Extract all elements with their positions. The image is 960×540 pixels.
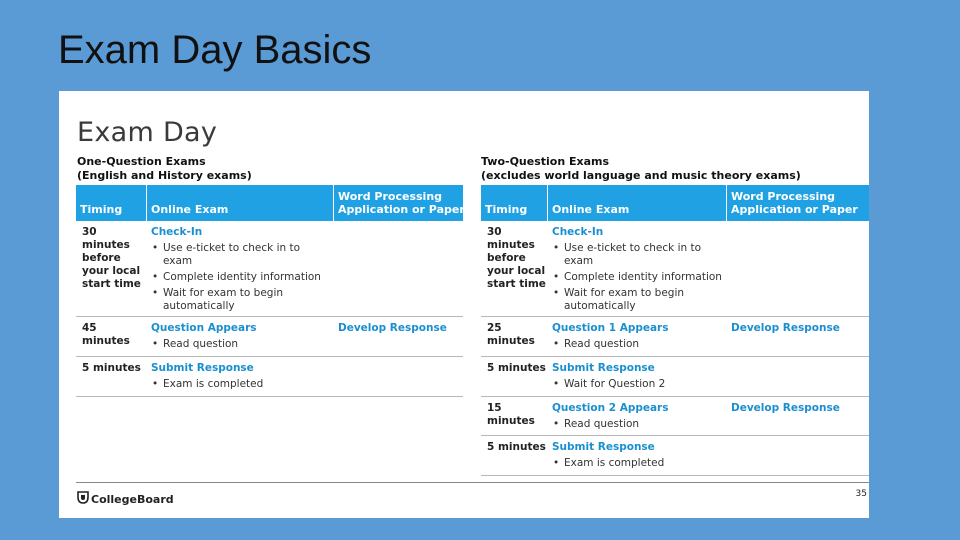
timing-line: 30: [487, 226, 502, 238]
timing-line: 5 minutes: [487, 362, 546, 374]
timing-line: start time: [487, 278, 546, 290]
online-cell: [552, 322, 723, 354]
page-number: 35: [855, 489, 867, 499]
timing-cell: [82, 322, 130, 348]
bullet-line: • Complete identity information: [564, 271, 722, 283]
timing-cell: [487, 322, 535, 348]
right-header-online: Online Exam: [547, 185, 726, 221]
online-cell: [552, 362, 723, 394]
timing-line: before: [487, 252, 526, 264]
step-title: Question 1 Appears: [552, 322, 669, 334]
bullet-line: • Read question: [163, 338, 239, 350]
timing-line: your local: [487, 265, 546, 277]
timing-line: 45: [82, 322, 97, 334]
table-row: [481, 317, 869, 357]
bullet-item: [552, 378, 723, 391]
table-row: [76, 317, 463, 357]
bullet-item: [552, 242, 723, 268]
timing-cell: [82, 362, 141, 375]
logo-text: CollegeBoard: [91, 492, 174, 506]
left-header-paper: Word Processing Application or Paper: [333, 185, 463, 221]
table-row: [481, 221, 869, 317]
table-row: [481, 357, 869, 397]
timing-cell: [487, 226, 546, 291]
timing-cell: [487, 441, 546, 454]
empty-row: [76, 397, 463, 482]
bullet-item: [151, 287, 330, 313]
paper-cell: Develop Response: [731, 322, 840, 334]
online-cell: [552, 441, 723, 473]
bullet-line: • Use e-ticket to check in to: [564, 242, 702, 254]
timing-cell: [487, 402, 535, 428]
timing-cell: [82, 226, 141, 291]
bullet-line: exam: [564, 255, 594, 267]
timing-line: 15: [487, 402, 502, 414]
footer-rule: [76, 482, 869, 483]
online-cell: [552, 226, 723, 316]
right-heading-line2: (excludes world language and music theory exams): [481, 169, 801, 182]
acorn-icon: [77, 491, 89, 507]
timing-line: 5 minutes: [487, 441, 546, 453]
paper-cell: Develop Response: [338, 322, 447, 334]
table-row: [76, 357, 463, 397]
left-header-timing: Timing: [76, 185, 146, 221]
slide-title: Exam Day Basics: [58, 28, 372, 72]
document-image: [59, 91, 869, 518]
left-section-heading: [77, 155, 252, 183]
timing-line: minutes: [487, 415, 535, 427]
bullet-line: • Read question: [564, 418, 640, 430]
collegeboard-logo: [77, 491, 174, 507]
step-title: Check-In: [552, 226, 604, 238]
bullet-item: [552, 338, 723, 351]
doc-title: Exam Day: [77, 117, 218, 148]
step-title: Submit Response: [552, 362, 655, 374]
bullet-line: • Read question: [564, 338, 640, 350]
timing-line: minutes: [487, 335, 535, 347]
table-row: [481, 436, 869, 476]
bullet-line: • Exam is completed: [163, 378, 264, 390]
right-header-paper: Word Processing Application or Paper: [726, 185, 869, 221]
right-header-timing: Timing: [481, 185, 547, 221]
bullet-line: • Complete identity information: [163, 271, 321, 283]
timing-line: 30: [82, 226, 97, 238]
bullet-line: exam: [163, 255, 193, 267]
bullet-line: automatically: [564, 300, 636, 312]
bullet-line: • Wait for Question 2: [564, 378, 666, 390]
right-heading-line1: Two-Question Exams: [481, 155, 610, 168]
online-cell: [151, 322, 330, 354]
online-cell: [552, 402, 723, 434]
step-title: Question Appears: [151, 322, 257, 334]
timing-line: minutes: [82, 239, 130, 251]
timing-line: your local: [82, 265, 141, 277]
timing-line: before: [82, 252, 121, 264]
step-title: Question 2 Appears: [552, 402, 669, 414]
bullet-item: [151, 242, 330, 268]
step-title: Submit Response: [552, 441, 655, 453]
left-heading-line2: (English and History exams): [77, 169, 252, 182]
table-row: [481, 397, 869, 436]
paper-cell: Develop Response: [731, 402, 840, 414]
bullet-item: [552, 271, 723, 284]
right-table: [481, 185, 869, 221]
timing-line: 5 minutes: [82, 362, 141, 374]
left-heading-line1: One-Question Exams: [77, 155, 206, 168]
bullet-line: • Wait for exam to begin: [163, 287, 284, 299]
step-title: Submit Response: [151, 362, 254, 374]
timing-line: minutes: [82, 335, 130, 347]
bullet-item: [151, 338, 330, 351]
timing-line: 25: [487, 322, 502, 334]
table-row: [76, 221, 463, 317]
online-cell: [151, 226, 330, 316]
timing-cell: [487, 362, 546, 375]
bullet-item: [151, 378, 330, 391]
bullet-line: automatically: [163, 300, 235, 312]
bullet-line: • Use e-ticket to check in to: [163, 242, 301, 254]
bullet-item: [151, 271, 330, 284]
bullet-item: [552, 457, 723, 470]
bullet-line: • Exam is completed: [564, 457, 665, 469]
bullet-item: [552, 287, 723, 313]
timing-line: minutes: [487, 239, 535, 251]
left-header-online: Online Exam: [146, 185, 333, 221]
right-section-heading: [481, 155, 801, 183]
left-table: [76, 185, 463, 221]
timing-line: start time: [82, 278, 141, 290]
online-cell: [151, 362, 330, 394]
bullet-item: [552, 418, 723, 431]
step-title: Check-In: [151, 226, 203, 238]
bullet-line: • Wait for exam to begin: [564, 287, 685, 299]
